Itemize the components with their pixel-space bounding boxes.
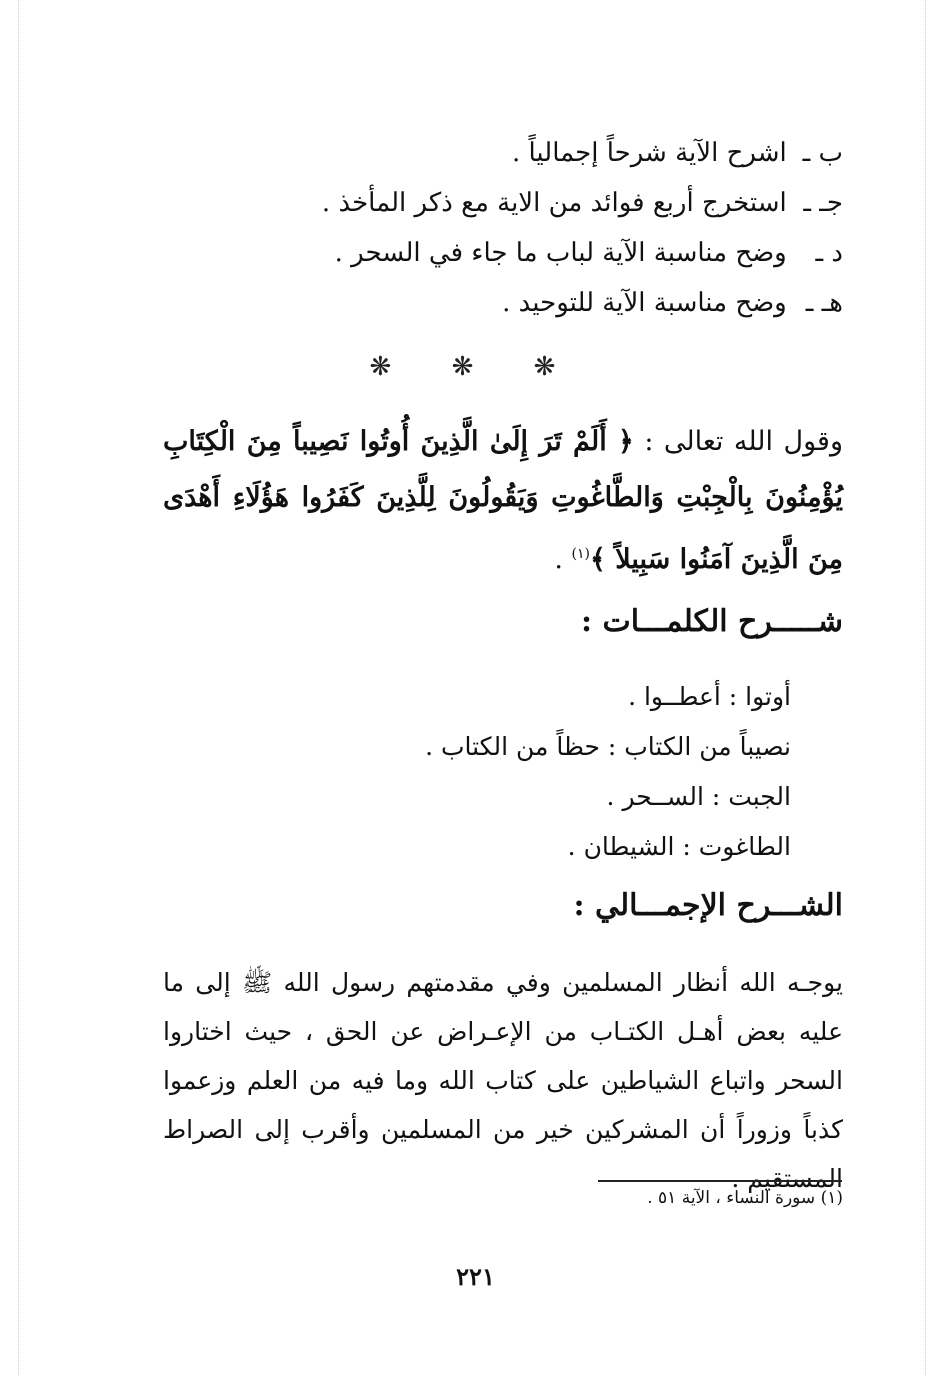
- question-letter: ب ـ: [802, 138, 843, 168]
- explanation-paragraph: يوجـه الله أنظار المسلمين وفي مقدمتهم رسول الله ﷺ إلى ما عليه بعض أهـل الكتـاب من الإعـراض عن الحق ، حيث اختاروا السحر واتباع الشياطين على كتاب الله وما فيه من العلم وزعموا كذباً وزوراً أن المشركين خير من المسلمين وأقرب إلى الصراط المستقيم .: [163, 968, 843, 1193]
- question-item: [143, 178, 843, 228]
- question-item: [143, 128, 843, 178]
- words-heading: شـــــرح الكلمـــات :: [580, 604, 843, 639]
- general-explanation-heading: الشـــرح الإجمـــالي :: [573, 888, 843, 923]
- left-edge-dots: [18, 0, 19, 1375]
- vocabulary-item: الطاغوت : الشيطان .: [567, 832, 791, 861]
- vocabulary-item: أوتوا : أعطــوا .: [628, 682, 791, 711]
- verse-end: .: [554, 544, 563, 575]
- verse-paragraph: [163, 414, 843, 588]
- footnote-divider: [598, 1180, 842, 1182]
- question-letter: د ـ: [815, 238, 843, 268]
- vocabulary-item: الجبت : الســحر .: [606, 782, 791, 811]
- quran-text: ﴿ أَلَمْ تَرَ إِلَىٰ الَّذِينَ أُوتُوا نَصِيباً مِنَ الْكِتَابِ يُؤْمِنُونَ بِالْجِبْتِ وَالطَّاغُوتِ وَيَقُولُونَ لِلَّذِينَ كَفَرُوا هَؤُلَاءِ أَهْدَى مِنَ الَّذِينَ آمَنُوا سَبِيلاً ﴾: [163, 426, 843, 575]
- footnote: (١) سورة النساء ، الآية ٥١ .: [647, 1188, 843, 1208]
- question-text: اشرح الآية شرحاً إجمالياً .: [511, 138, 787, 168]
- section-separator: ❋ ❋ ❋: [369, 352, 582, 382]
- right-edge-dots: [925, 0, 926, 1375]
- vocabulary-list: [191, 672, 791, 872]
- verse-intro: وقول الله تعالى :: [644, 426, 844, 457]
- question-text: استخرج أربع فوائد من الاية مع ذكر المأخذ .: [321, 188, 787, 218]
- questions-list: [143, 128, 843, 328]
- question-item: [143, 228, 843, 278]
- question-text: وضح مناسبة الآية لباب ما جاء في السحر .: [334, 238, 787, 268]
- question-letter: جـ ـ: [803, 188, 843, 218]
- question-letter: هـ ـ: [805, 288, 843, 318]
- question-text: وضح مناسبة الآية للتوحيد .: [502, 288, 787, 318]
- page-number: ٢٢١: [456, 1262, 495, 1291]
- vocabulary-item: نصيباً من الكتاب : حظاً من الكتاب .: [425, 732, 791, 761]
- question-item: [143, 278, 843, 328]
- footnote-marker: (١): [571, 546, 590, 562]
